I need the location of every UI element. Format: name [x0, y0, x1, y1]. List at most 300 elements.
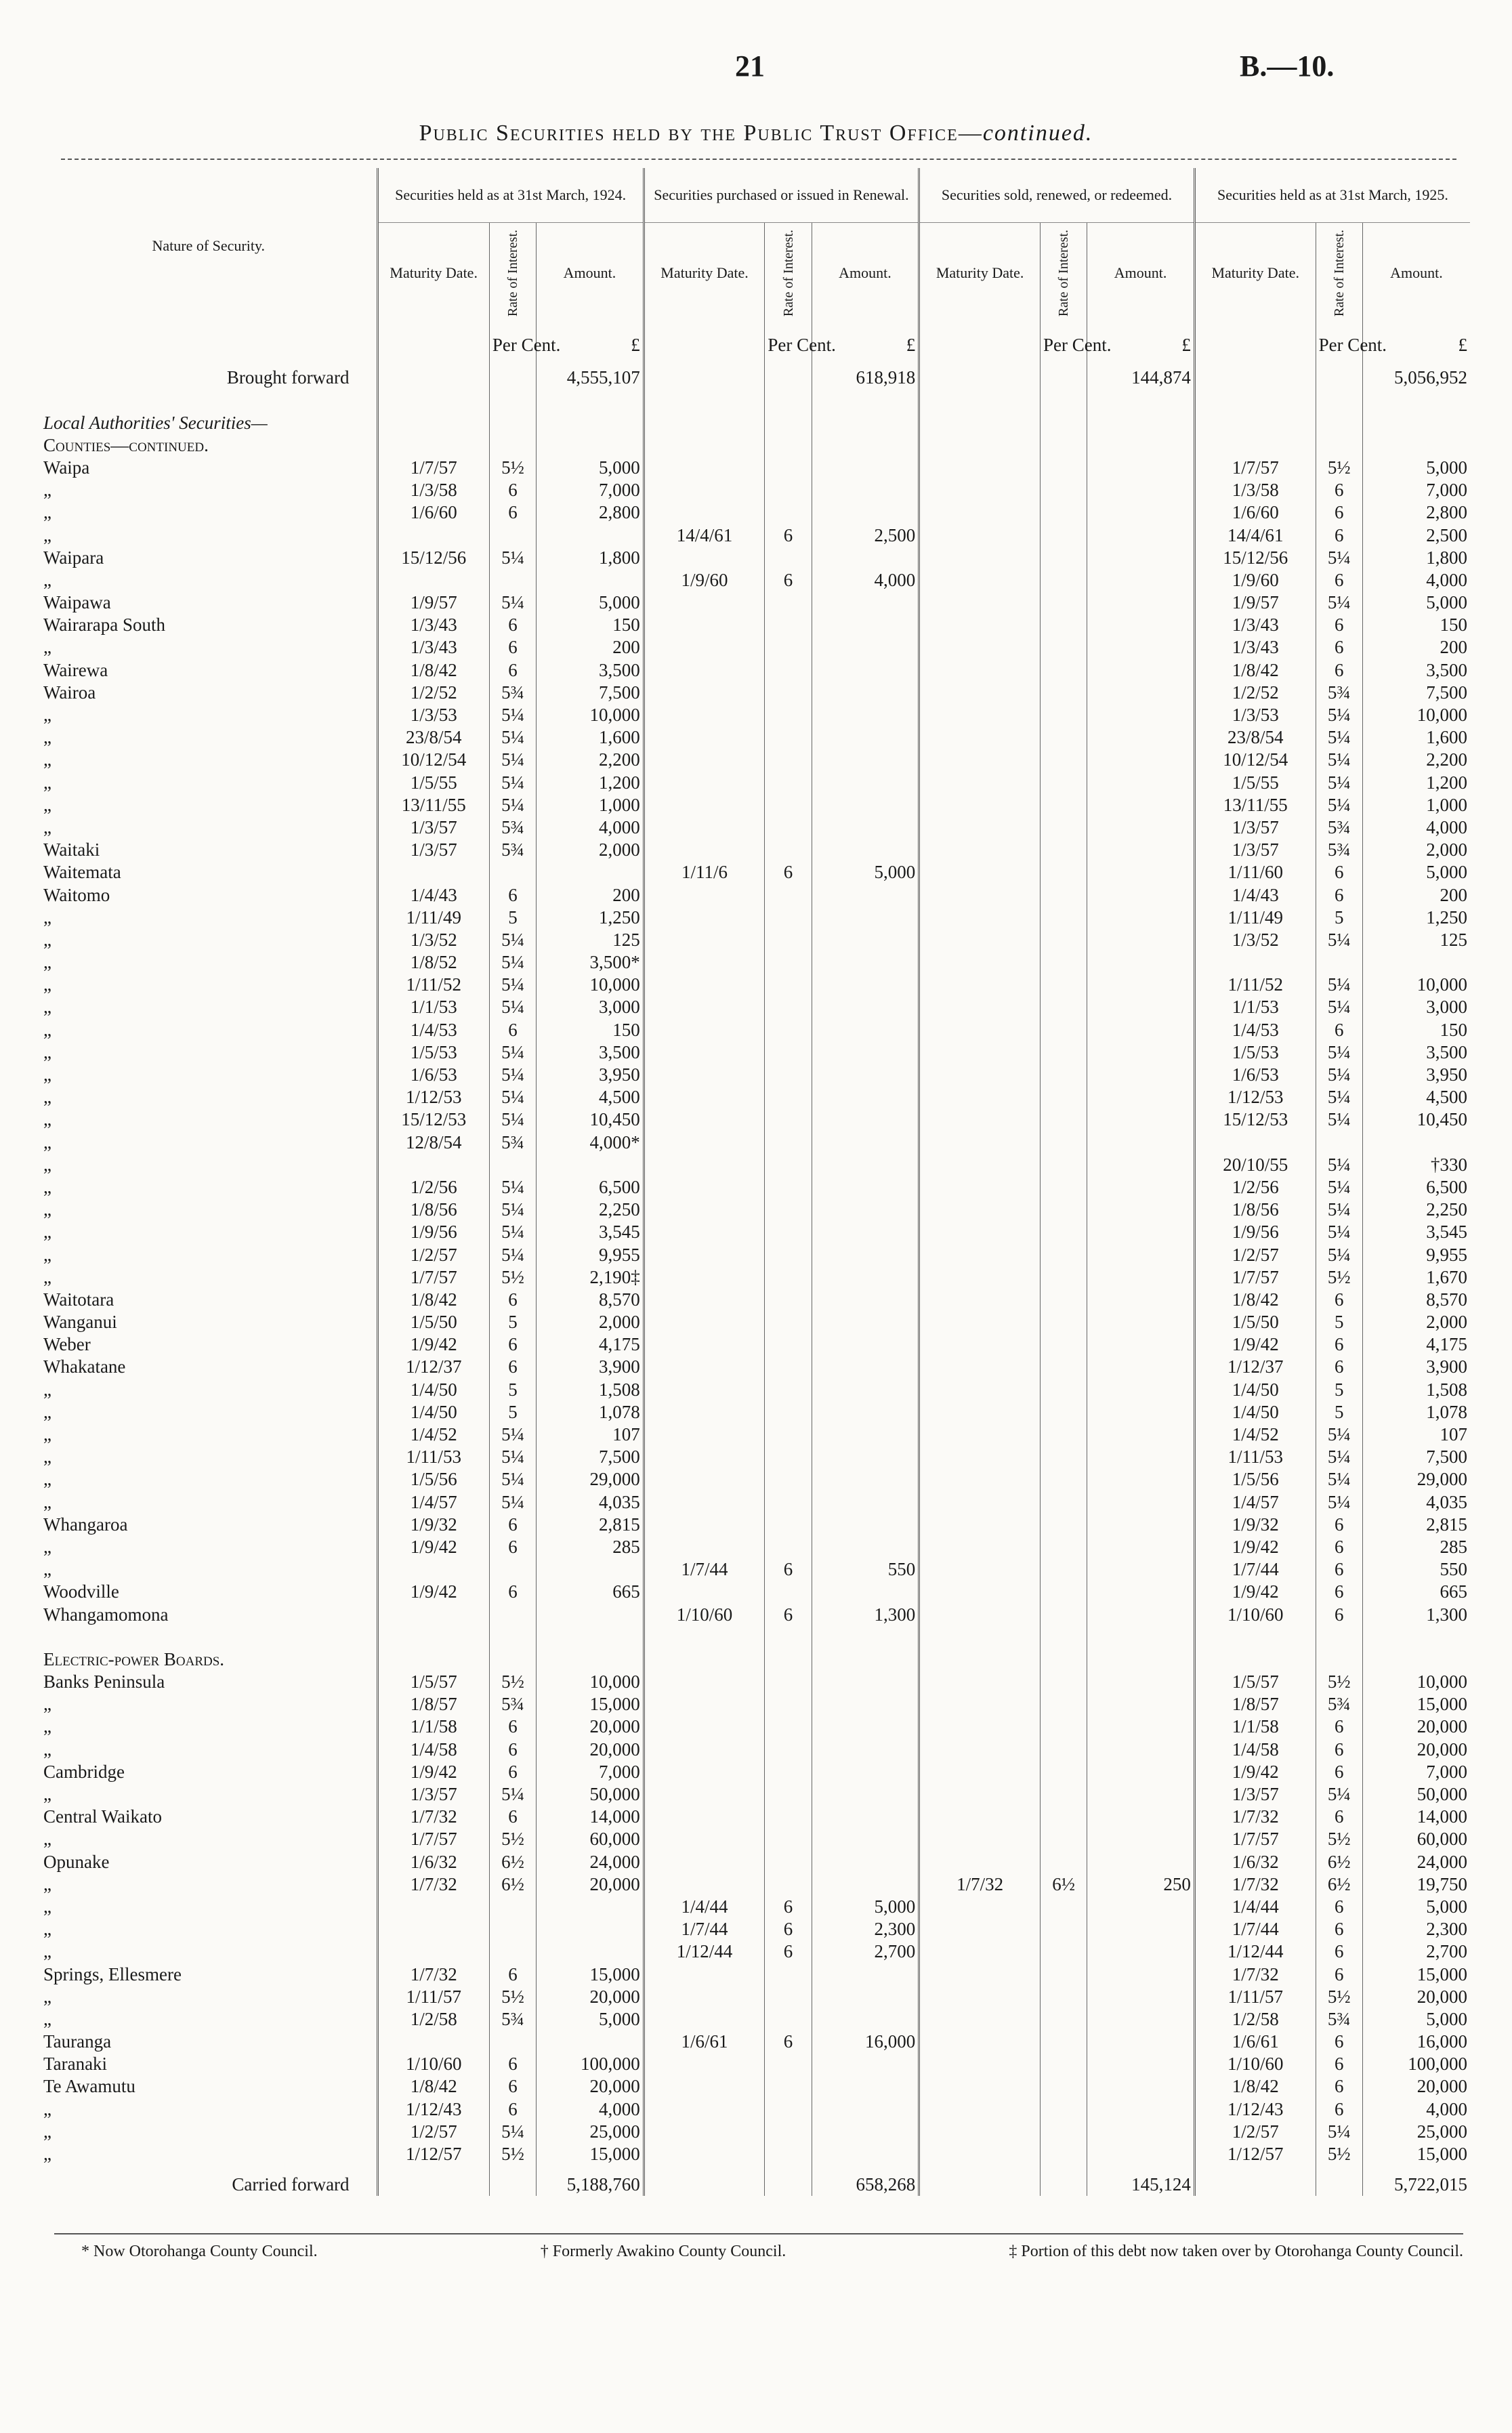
group-header-held-1924: Securities held as at 31st March, 1924.: [377, 168, 644, 223]
sold-maturity: [919, 816, 1041, 839]
sold-maturity: [919, 1041, 1041, 1064]
held-1925-rate: 6½: [1316, 1850, 1362, 1873]
purchased-rate: 6: [765, 1940, 812, 1963]
held-1925-maturity: 1/4/44: [1194, 1896, 1316, 1918]
purchased-amount: [812, 1176, 919, 1199]
held-1925-maturity: 1/3/43: [1194, 614, 1316, 636]
held-1924-maturity: 1/3/43: [377, 636, 489, 659]
sold-rate: [1040, 1311, 1087, 1333]
held-1924-rate: 6: [489, 2098, 536, 2120]
held-1924-amount: 3,500: [537, 1041, 644, 1064]
held-1924-rate: 5¾: [489, 1693, 536, 1715]
held-1924-maturity: 1/9/42: [377, 1581, 489, 1603]
held-1925-maturity: 1/4/50: [1194, 1378, 1316, 1400]
held-1924-maturity: 1/2/58: [377, 2008, 489, 2031]
spacer-cell: [1316, 1626, 1362, 1648]
spacer-cell: [537, 389, 644, 411]
sold-amount: [1087, 1199, 1195, 1221]
held-1924-maturity: 1/5/53: [377, 1041, 489, 1064]
table-row: [41, 659, 1470, 681]
held-1925-maturity: 1/8/57: [1194, 1693, 1316, 1715]
sold-rate: [1040, 614, 1087, 636]
held-1925-rate: 5¾: [1316, 682, 1362, 704]
purchased-rate: 6: [765, 2031, 812, 2053]
brought-forward-held-1924-total: 4,555,107: [537, 367, 644, 389]
security-name: Waipa: [43, 457, 90, 478]
table-row: [41, 1221, 1470, 1243]
held-1925-rate: 5½: [1316, 1828, 1362, 1850]
held-1924-rate: 5: [489, 1401, 536, 1423]
purchased-amount: [812, 2075, 919, 2098]
held-1925-maturity: 1/9/42: [1194, 1536, 1316, 1558]
sold-amount: [1087, 547, 1195, 569]
held-1924-amount: 200: [537, 636, 644, 659]
purchased-rate: [765, 771, 812, 793]
held-1925-rate: 6: [1316, 1715, 1362, 1738]
security-name: „: [43, 952, 51, 973]
held-1924-maturity: 1/3/57: [377, 839, 489, 861]
sold-maturity: [919, 1783, 1041, 1806]
held-1925-amount: 5,000: [1362, 591, 1470, 614]
sold-maturity: [919, 1715, 1041, 1738]
purchased-maturity: [644, 1199, 765, 1221]
purchased-maturity: 1/4/44: [644, 1896, 765, 1918]
security-name: „: [43, 1154, 51, 1175]
held-1924-maturity: 1/8/42: [377, 659, 489, 681]
held-1924-rate: 5½: [489, 1828, 536, 1850]
carried-forward-blank: [765, 2165, 812, 2196]
held-1924-amount: 2,250: [537, 1199, 644, 1221]
sold-maturity: [919, 1738, 1041, 1760]
carried-forward-blank: [1040, 2165, 1087, 2196]
security-name: Banks Peninsula: [43, 1671, 165, 1692]
held-1925-maturity: 1/12/37: [1194, 1356, 1316, 1378]
held-1925-amount: 125: [1362, 929, 1470, 951]
sold-maturity: 1/7/32: [919, 1873, 1041, 1896]
per-cent-unit: Per Cent.: [765, 323, 812, 367]
sold-rate: [1040, 1940, 1087, 1963]
held-1925-rate: 5¼: [1316, 974, 1362, 996]
held-1925-rate: 6: [1316, 1761, 1362, 1783]
held-1924-maturity: 15/12/53: [377, 1108, 489, 1131]
units-blank: [1194, 323, 1316, 367]
held-1925-amount: 60,000: [1362, 1828, 1470, 1850]
sold-maturity: [919, 1491, 1041, 1513]
table-row: [41, 457, 1470, 479]
security-name: „: [43, 569, 51, 590]
purchased-rate: [765, 883, 812, 906]
held-1925-amount: [1362, 951, 1470, 974]
purchased-amount: [812, 1401, 919, 1423]
security-name: Tauranga: [43, 2031, 112, 2052]
table-row: [41, 1873, 1470, 1896]
sold-rate: [1040, 2008, 1087, 2031]
spacer-cell: [489, 389, 536, 411]
sold-rate: [1040, 1289, 1087, 1311]
held-1924-maturity: 1/7/32: [377, 1806, 489, 1828]
held-1924-maturity: 1/3/57: [377, 816, 489, 839]
purchased-rate: [765, 614, 812, 636]
purchased-maturity: [644, 2008, 765, 2031]
security-name: Waipara: [43, 547, 104, 568]
held-1925-rate: 5¼: [1316, 1446, 1362, 1468]
held-1924-maturity: 1/8/42: [377, 1289, 489, 1311]
purchased-amount: [812, 1423, 919, 1446]
held-1925-rate: 6: [1316, 1558, 1362, 1581]
held-1925-maturity: 1/9/57: [1194, 591, 1316, 614]
sold-maturity: [919, 2098, 1041, 2120]
purchased-maturity: [644, 682, 765, 704]
sold-maturity: [919, 839, 1041, 861]
held-1924-rate: 5¾: [489, 839, 536, 861]
purchased-maturity: 1/12/44: [644, 1940, 765, 1963]
table-row: [41, 636, 1470, 659]
held-1925-maturity: 1/7/32: [1194, 1806, 1316, 1828]
held-1925-maturity: 1/1/58: [1194, 1715, 1316, 1738]
sold-amount: [1087, 749, 1195, 771]
sold-rate: [1040, 1850, 1087, 1873]
sold-rate: [1040, 861, 1087, 883]
held-1924-rate: 5¼: [489, 749, 536, 771]
held-1924-maturity: 1/7/57: [377, 1828, 489, 1850]
table-row: [41, 1266, 1470, 1289]
sold-rate: [1040, 636, 1087, 659]
sold-amount: [1087, 2053, 1195, 2075]
sold-rate: [1040, 1828, 1087, 1850]
held-1925-amount: 15,000: [1362, 1693, 1470, 1715]
held-1924-maturity: 1/7/57: [377, 457, 489, 479]
purchased-maturity: 1/9/60: [644, 569, 765, 591]
security-name: „: [43, 1896, 51, 1917]
sold-amount: [1087, 479, 1195, 501]
held-1925-rate: 5: [1316, 1401, 1362, 1423]
held-1925-rate: 5¼: [1316, 704, 1362, 726]
pound-unit: £: [1362, 323, 1470, 367]
sold-maturity: [919, 951, 1041, 974]
purchased-amount: 550: [812, 1558, 919, 1581]
sold-amount: [1087, 614, 1195, 636]
held-1924-rate: 5¼: [489, 1199, 536, 1221]
held-1924-maturity: 1/4/57: [377, 1491, 489, 1513]
document-reference: B.—10.: [1240, 49, 1335, 83]
purchased-maturity: [644, 1108, 765, 1131]
held-1925-rate: 5¾: [1316, 2008, 1362, 2031]
security-name: „: [43, 1716, 51, 1737]
spacer-cell: [489, 1626, 536, 1648]
sold-amount: [1087, 1896, 1195, 1918]
spacer-cell: [1087, 1626, 1195, 1648]
purchased-amount: [812, 1221, 919, 1243]
security-name: „: [43, 816, 51, 837]
held-1924-maturity: [377, 2031, 489, 2053]
sold-amount: [1087, 1693, 1195, 1715]
held-1924-rate: 5¼: [489, 2121, 536, 2143]
brought-forward-held-1925-total: 5,056,952: [1362, 367, 1470, 389]
held-1924-amount: [537, 1918, 644, 1940]
held-1924-amount: [537, 524, 644, 546]
held-1924-rate: 5¾: [489, 1131, 536, 1153]
table-row: [41, 591, 1470, 614]
held-1925-maturity: 1/8/42: [1194, 1289, 1316, 1311]
sold-maturity: [919, 2008, 1041, 2031]
held-1924-rate: 6½: [489, 1850, 536, 1873]
table-row: [41, 1311, 1470, 1333]
purchased-rate: [765, 1806, 812, 1828]
held-1924-rate: 6: [489, 1738, 536, 1760]
sold-amount: [1087, 1064, 1195, 1086]
held-1924-rate: 5¾: [489, 682, 536, 704]
sold-rate: [1040, 547, 1087, 569]
held-1924-amount: [537, 1940, 644, 1963]
table-row: [41, 1176, 1470, 1199]
held-1924-amount: 6,500: [537, 1176, 644, 1199]
sold-maturity: [919, 1806, 1041, 1828]
security-name: Whangamomona: [43, 1604, 169, 1625]
held-1925-amount: 2,000: [1362, 1311, 1470, 1333]
purchased-maturity: [644, 2121, 765, 2143]
held-1924-maturity: 1/11/52: [377, 974, 489, 996]
sold-amount: [1087, 659, 1195, 681]
held-1924-rate: 5¼: [489, 794, 536, 816]
sold-amount: [1087, 726, 1195, 749]
held-1924-amount: 665: [537, 1581, 644, 1603]
brought-forward-blank: [1194, 367, 1316, 389]
held-1925-rate: 6: [1316, 1289, 1362, 1311]
purchased-amount: [812, 1581, 919, 1603]
held-1925-maturity: 1/7/32: [1194, 1873, 1316, 1896]
security-name: Wanganui: [43, 1312, 117, 1333]
sold-rate: [1040, 951, 1087, 974]
purchased-amount: [812, 1199, 919, 1221]
security-name: „: [43, 749, 51, 770]
held-1925-amount: 20,000: [1362, 1715, 1470, 1738]
purchased-amount: [812, 907, 919, 929]
purchased-rate: [765, 591, 812, 614]
purchased-maturity: [644, 457, 765, 479]
section-blank: [1194, 434, 1316, 457]
held-1924-amount: 2,200: [537, 749, 644, 771]
purchased-maturity: [644, 1828, 765, 1850]
purchased-rate: [765, 1018, 812, 1041]
held-1924-amount: 7,500: [537, 1446, 644, 1468]
sold-rate: [1040, 929, 1087, 951]
held-1925-rate: 5¼: [1316, 1176, 1362, 1199]
held-1924-rate: 5¾: [489, 816, 536, 839]
held-1924-amount: 1,600: [537, 726, 644, 749]
section-title-text: Electric-power Boards.: [43, 1648, 225, 1669]
held-1925-rate: 6: [1316, 524, 1362, 546]
held-1924-rate: 6: [489, 1715, 536, 1738]
purchased-rate: [765, 2143, 812, 2165]
held-1924-amount: [537, 1896, 644, 1918]
held-1924-maturity: 1/3/43: [377, 614, 489, 636]
purchased-amount: [812, 1806, 919, 1828]
table-row: [41, 974, 1470, 996]
purchased-amount: [812, 591, 919, 614]
held-1925-amount: 4,000: [1362, 2098, 1470, 2120]
held-1925-rate: 5¼: [1316, 2121, 1362, 2143]
held-1925-rate: 6: [1316, 659, 1362, 681]
spacer-cell: [41, 389, 377, 411]
table-row: [41, 1558, 1470, 1581]
purchased-maturity: 1/6/61: [644, 2031, 765, 2053]
security-name: „: [43, 1784, 51, 1804]
purchased-rate: [765, 929, 812, 951]
purchased-maturity: 1/7/44: [644, 1918, 765, 1940]
held-1924-amount: 1,200: [537, 771, 644, 793]
section-blank: [537, 411, 644, 434]
purchased-rate: [765, 547, 812, 569]
sold-amount: [1087, 2098, 1195, 2120]
held-1925-maturity: 1/12/57: [1194, 2143, 1316, 2165]
sold-maturity: [919, 1311, 1041, 1333]
purchased-rate: [765, 457, 812, 479]
held-1925-maturity: 1/7/44: [1194, 1918, 1316, 1940]
held-1925-rate: 5¼: [1316, 1783, 1362, 1806]
sold-rate: [1040, 1536, 1087, 1558]
purchased-maturity: [644, 591, 765, 614]
purchased-amount: 2,300: [812, 1918, 919, 1940]
held-1924-amount: 60,000: [537, 1828, 644, 1850]
purchased-rate: [765, 659, 812, 681]
security-name: „: [43, 1536, 51, 1557]
held-1925-rate: 5¼: [1316, 929, 1362, 951]
held-1924-amount: 200: [537, 883, 644, 906]
held-1925-maturity: 1/7/32: [1194, 1963, 1316, 1985]
held-1925-amount: 20,000: [1362, 1738, 1470, 1760]
purchased-amount: [812, 1828, 919, 1850]
sold-rate: [1040, 907, 1087, 929]
brought-forward-sold-total: 144,874: [1087, 367, 1195, 389]
security-name: Taranaki: [43, 2054, 108, 2075]
held-1924-amount: 1,250: [537, 907, 644, 929]
held-1925-rate: 6½: [1316, 1873, 1362, 1896]
section-blank: [1362, 1648, 1470, 1671]
purchased-rate: [765, 1536, 812, 1558]
section-blank: [644, 411, 765, 434]
held-1925-rate: 6: [1316, 501, 1362, 524]
held-1924-rate: 5¼: [489, 996, 536, 1018]
purchased-maturity: [644, 1850, 765, 1873]
sold-amount: [1087, 591, 1195, 614]
security-name: „: [43, 1401, 51, 1422]
held-1924-amount: 7,000: [537, 1761, 644, 1783]
top-rule: [61, 159, 1456, 160]
sold-rate: [1040, 1266, 1087, 1289]
section-blank: [765, 434, 812, 457]
sold-maturity: [919, 2143, 1041, 2165]
sold-amount: [1087, 929, 1195, 951]
held-1924-maturity: 1/12/57: [377, 2143, 489, 2165]
sold-rate: [1040, 974, 1087, 996]
purchased-rate: [765, 1199, 812, 1221]
held-1925-maturity: 1/5/53: [1194, 1041, 1316, 1064]
purchased-maturity: [644, 1086, 765, 1108]
spacer-cell: [919, 389, 1041, 411]
held-1925-maturity: 1/4/50: [1194, 1401, 1316, 1423]
held-1924-amount: 10,000: [537, 1671, 644, 1693]
held-1924-amount: 4,035: [537, 1491, 644, 1513]
held-1925-amount: 4,000: [1362, 816, 1470, 839]
held-1925-rate: 5¼: [1316, 1086, 1362, 1108]
purchased-amount: [812, 501, 919, 524]
sold-rate: [1040, 2098, 1087, 2120]
held-1925-rate: 6: [1316, 1333, 1362, 1356]
sold-maturity: [919, 794, 1041, 816]
purchased-amount: [812, 929, 919, 951]
security-name: Opunake: [43, 1851, 110, 1872]
purchased-rate: [765, 479, 812, 501]
carried-forward-held-1925-total: 5,722,015: [1362, 2165, 1470, 2196]
spacer-cell: [644, 1626, 765, 1648]
purchased-rate: [765, 1154, 812, 1176]
purchased-amount: [812, 726, 919, 749]
held-1924-maturity: 1/9/42: [377, 1761, 489, 1783]
purchased-maturity: [644, 2053, 765, 2075]
spacer-cell: [812, 389, 919, 411]
sold-rate: [1040, 1558, 1087, 1581]
purchased-rate: [765, 816, 812, 839]
security-name: „: [43, 907, 51, 928]
sold-maturity: [919, 2053, 1041, 2075]
purchased-rate: [765, 1176, 812, 1199]
rate-of-interest-header: [1040, 223, 1087, 324]
sold-rate: [1040, 1108, 1087, 1131]
held-1924-rate: [489, 861, 536, 883]
sold-rate: [1040, 1468, 1087, 1491]
held-1924-maturity: 1/7/57: [377, 1266, 489, 1289]
held-1925-amount: 3,500: [1362, 659, 1470, 681]
security-name: „: [43, 1131, 51, 1152]
purchased-maturity: [644, 2075, 765, 2098]
sold-amount: [1087, 1356, 1195, 1378]
sold-rate: [1040, 1918, 1087, 1940]
sold-rate: [1040, 1671, 1087, 1693]
sold-rate: [1040, 1693, 1087, 1715]
sold-rate: [1040, 682, 1087, 704]
held-1925-maturity: 1/9/56: [1194, 1221, 1316, 1243]
rate-of-interest-label: Rate of Interest.: [1331, 229, 1347, 317]
amount-header: Amount.: [812, 223, 919, 324]
held-1925-amount: 15,000: [1362, 1963, 1470, 1985]
held-1924-rate: [489, 2031, 536, 2053]
sold-maturity: [919, 749, 1041, 771]
purchased-rate: [765, 749, 812, 771]
held-1924-maturity: 1/12/43: [377, 2098, 489, 2120]
held-1925-rate: 5¼: [1316, 1423, 1362, 1446]
held-1924-rate: 5¼: [489, 1468, 536, 1491]
held-1925-rate: 6: [1316, 1603, 1362, 1625]
held-1925-amount: 15,000: [1362, 2143, 1470, 2165]
section-blank: [644, 1648, 765, 1671]
held-1924-amount: 2,815: [537, 1514, 644, 1536]
group-header-purchased: Securities purchased or issued in Renewal.: [644, 168, 919, 223]
purchased-maturity: [644, 1783, 765, 1806]
table-row: [41, 1333, 1470, 1356]
held-1925-amount: 2,800: [1362, 501, 1470, 524]
held-1924-maturity: [377, 1918, 489, 1940]
sold-maturity: [919, 1446, 1041, 1468]
sold-maturity: [919, 682, 1041, 704]
held-1924-rate: 6: [489, 659, 536, 681]
purchased-amount: [812, 771, 919, 793]
held-1925-amount: 4,000: [1362, 569, 1470, 591]
sold-rate: [1040, 2031, 1087, 2053]
sold-maturity: [919, 1356, 1041, 1378]
sold-amount: [1087, 1041, 1195, 1064]
carried-forward-blank: [1194, 2165, 1316, 2196]
held-1925-maturity: 1/12/44: [1194, 1940, 1316, 1963]
